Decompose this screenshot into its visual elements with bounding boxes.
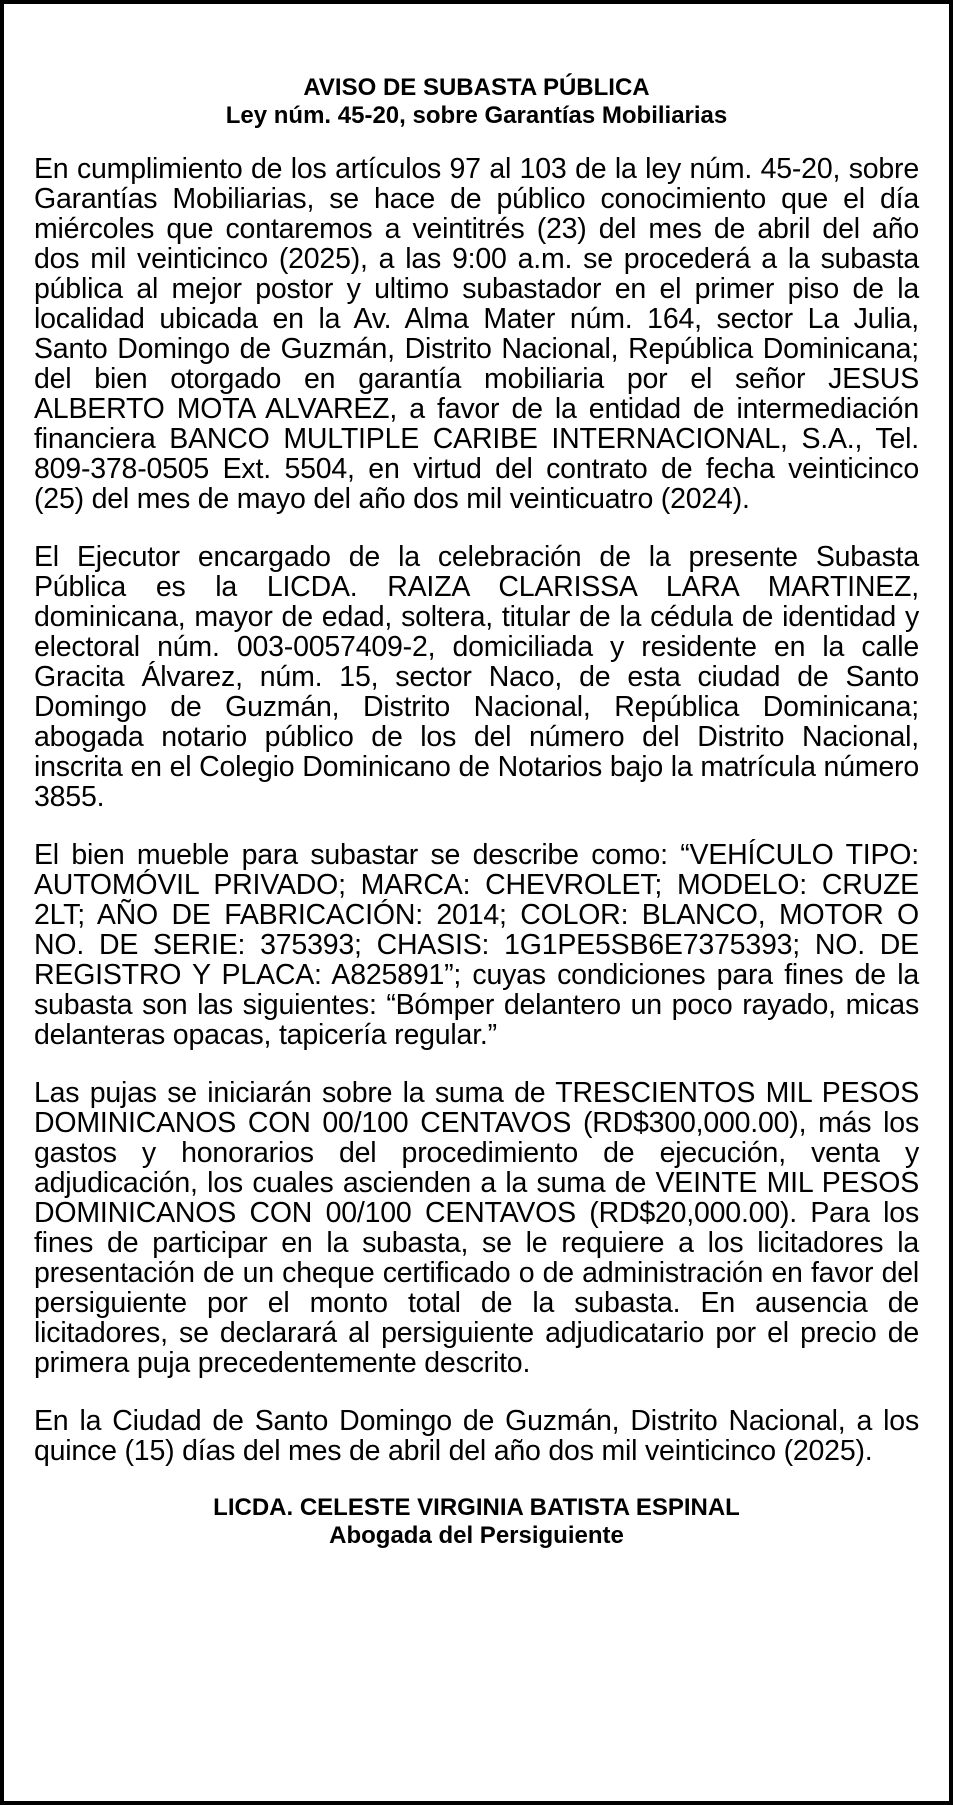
paragraph-auction-date: En cumplimiento de los artículos 97 al 103 de la ley núm. 45-20, sobre Garantías Mobiliarias, se hace de público conocimiento que el día miércoles que contaremos a veintitrés (23) del mes de abril del año dos mil veinticinco (2025), a las 9:00 a.m. se procederá a la subasta pública al mejor postor y ultimo subastador en el primer piso de la localidad ubicada en la Av. Alma Mater núm. 164, sector La Julia, Santo Domingo de Guzmán, Distrito Nacional, República Dominicana; del bien otorgado en garantía mobiliaria por el señor JESUS ALBERTO MOTA ALVAREZ, a favor de la entidad de intermediación financiera BANCO MULTIPLE CARIBE INTERNACIONAL, S.A., Tel. 809-378-0505 Ext. 5504, en virtud del contrato de fecha veinticinco (25) del mes de mayo del año dos mil veinticuatro (2024). — [34, 153, 919, 515]
signature-block — [34, 1494, 919, 1550]
signer-role: Abogada del Persiguiente — [329, 1522, 624, 1549]
paragraph-bidding-terms: Las pujas se iniciarán sobre la suma de TRESCIENTOS MIL PESOS DOMINICANOS CON 00/100 CENTAVOS (RD$300,000.00), más los gastos y honorarios del procedimiento de ejecución, venta y adjudicación, los cuales ascienden a la suma de VEINTE MIL PESOS DOMINICANOS CON 00/100 CENTAVOS (RD$20,000.00). Para los fines de participar en la subasta, se le requiere a los licitadores la presentación de un cheque certificado o de administración en favor del persiguiente por el monto total de la subasta. En ausencia de licitadores, se declarará al persiguiente adjudicatario por el precio de primera puja precedentemente descrito. — [34, 1077, 919, 1379]
paragraph-place-and-date: En la Ciudad de Santo Domingo de Guzmán, Distrito Nacional, a los quince (15) días del mes de abril del año dos mil veinticinco (2025). — [34, 1405, 919, 1467]
notice-title: AVISO DE SUBASTA PÚBLICA — [303, 74, 650, 101]
notice-subtitle: Ley núm. 45-20, sobre Garantías Mobiliarias — [225, 102, 728, 129]
paragraph-vehicle-description: El bien mueble para subastar se describe como: “VEHÍCULO TIPO: AUTOMÓVIL PRIVADO; MARCA: CHEVROLET; MODELO: CRUZE 2LT; AÑO DE FABRICACIÓN: 2014; COLOR: BLANCO, MOTOR O NO. DE SERIE: 375393; CHASIS: 1G1PE5SB6E7375393; NO. DE REGISTRO Y PLACA: A825891”; cuyas condiciones para fines de la subasta son las siguientes: “Bómper delantero un poco rayado, micas delanteras opacas, tapicería regular.” — [34, 839, 919, 1051]
paragraph-executor: El Ejecutor encargado de la celebración de la presente Subasta Pública es la LICDA. RAIZA CLARISSA LARA MARTINEZ, dominicana, mayor de edad, soltera, titular de la cédula de identidad y electoral núm. 003-0057409-2, domiciliada y residente en la calle Gracita Álvarez, núm. 15, sector Naco, de esta ciudad de Santo Domingo de Guzmán, Distrito Nacional, República Dominicana; abogada notario público de los del número del Distrito Nacional, inscrita en el Colegio Dominicano de Notarios bajo la matrícula número 3855. — [34, 541, 919, 813]
signer-name: LICDA. CELESTE VIRGINIA BATISTA ESPINAL — [213, 1494, 740, 1521]
notice-heading — [34, 74, 919, 130]
